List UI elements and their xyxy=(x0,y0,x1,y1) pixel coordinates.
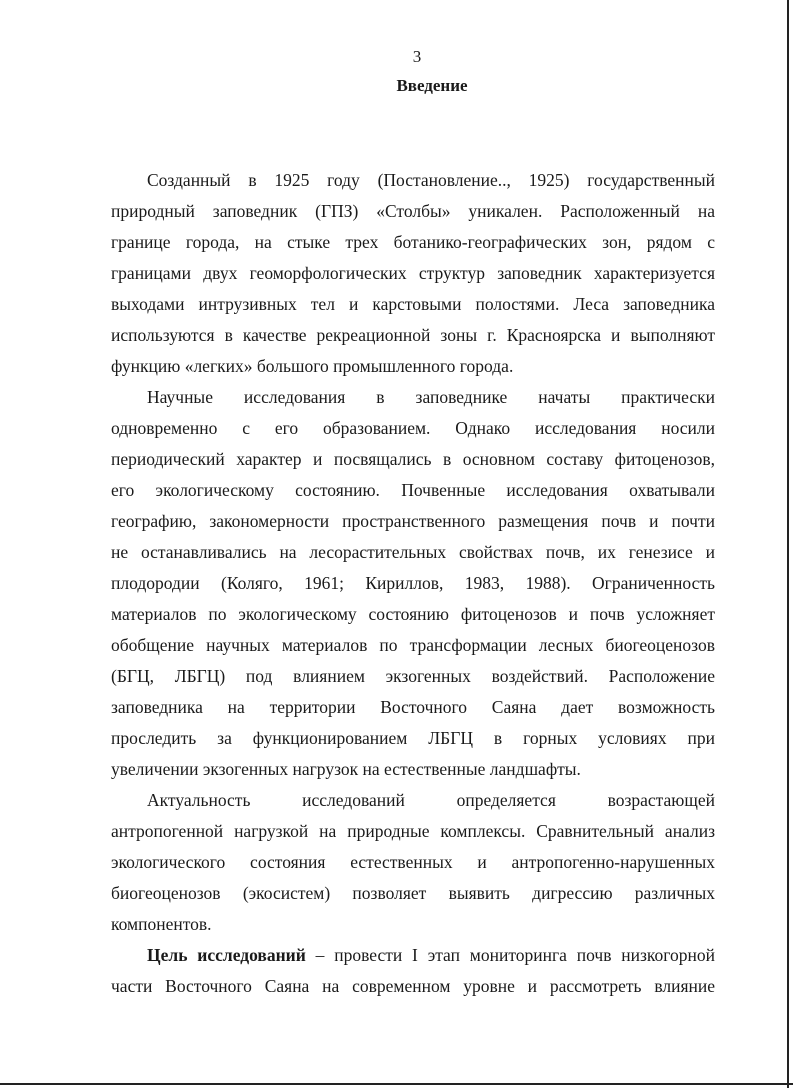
text-line: Актуальность исследований определяется возрастающей xyxy=(147,790,715,810)
text-line: границами двух геоморфологических структур заповедник характеризуется xyxy=(111,263,715,283)
text-line: биогеоценозов (экосистем) позволяет выявить дигрессию различных xyxy=(111,883,715,903)
text-line: географию, закономерности пространственного размещения почв и почти xyxy=(111,511,715,531)
text-line: одновременно с его образованием. Однако исследования носили xyxy=(111,418,715,438)
text-line: обобщение научных материалов по трансформации лесных биогеоценозов xyxy=(111,635,715,655)
research-goal-label: Цель исследований xyxy=(147,945,306,965)
paragraph-intro xyxy=(111,165,715,382)
text-line: Созданный в 1925 году (Постановление.., 1925) государственный xyxy=(147,170,715,190)
text-line: заповедника на территории Восточного Саяна дает возможность xyxy=(111,697,715,717)
text-line: проследить за функционированием ЛБГЦ в горных условиях при xyxy=(111,728,715,748)
text-line: части Восточного Саяна на современном уровне и рассмотреть влияние xyxy=(111,976,715,996)
text-line: Научные исследования в заповеднике начаты практически xyxy=(147,387,715,407)
research-goal-text: – провести I этап мониторинга почв низкогорной xyxy=(305,945,715,965)
text-line: антропогенной нагрузкой на природные комплексы. Сравнительный анализ xyxy=(111,821,715,841)
scan-edge-bottom xyxy=(0,1083,793,1085)
text-line: границе города, на стыке трех ботанико-географических зон, рядом с xyxy=(111,232,715,252)
section-title: Введение xyxy=(396,76,468,95)
paragraph-relevance xyxy=(111,785,715,940)
text-line: (БГЦ, ЛБГЦ) под влиянием экзогенных воздействий. Расположение xyxy=(111,666,715,686)
text-line: природный заповедник (ГПЗ) «Столбы» уникален. Расположенный на xyxy=(111,201,715,221)
text-line: периодический характер и посвящались в основном составу фитоценозов, xyxy=(111,449,715,469)
text-line: используются в качестве рекреационной зоны г. Красноярска и выполняют xyxy=(111,325,715,345)
text-line: экологического состояния естественных и антропогенно-нарушенных xyxy=(111,852,715,872)
text-line: его экологическому состоянию. Почвенные исследования охватывали xyxy=(111,480,715,500)
paragraph-research-history xyxy=(111,382,715,785)
text-line: материалов по экологическому состоянию фитоценозов и почв усложняет xyxy=(111,604,715,624)
text-line: компонентов. xyxy=(111,914,212,934)
text-line: не останавливались на лесорастительных свойствах почв, их генезисе и xyxy=(111,542,715,562)
text-line: увеличении экзогенных нагрузок на естественные ландшафты. xyxy=(111,759,581,779)
text-line: выходами интрузивных тел и карстовыми полостями. Леса заповедника xyxy=(111,294,715,314)
scan-edge-right xyxy=(787,0,789,1088)
body-text xyxy=(111,165,715,1002)
text-line xyxy=(111,940,715,971)
page-number: 3 xyxy=(412,47,422,66)
text-line: функцию «легких» большого промышленного города. xyxy=(111,356,514,376)
text-line: плодородии (Коляго, 1961; Кириллов, 1983, 1988). Ограниченность xyxy=(111,573,715,593)
paragraph-research-goal xyxy=(111,940,715,1002)
